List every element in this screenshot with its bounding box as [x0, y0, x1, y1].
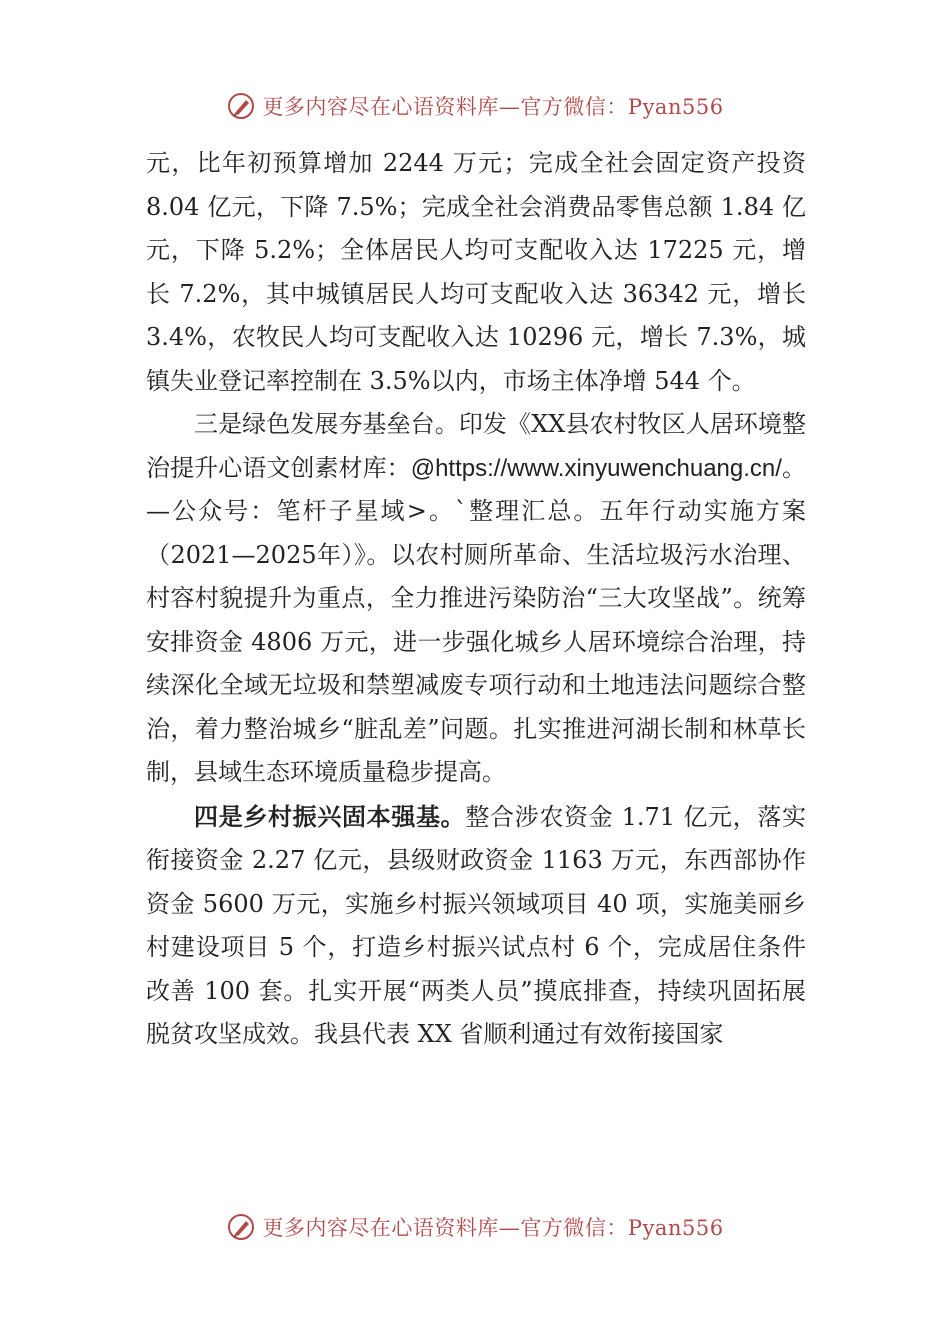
paragraph-economic-stats	[146, 142, 806, 403]
document-body	[146, 142, 806, 1057]
paragraph-lead: 三是绿色发展夯基垒台。	[194, 410, 459, 438]
website-link[interactable]: @https://www.xinyuwenchuang.cn/	[410, 454, 782, 482]
header-banner	[0, 86, 950, 126]
paragraph-lead: 四是乡村振兴固本强基。	[194, 801, 466, 831]
paragraph-text: 整合涉农资金 1.71 亿元，落实衔接资金 2.27 亿元，县级财政资金 1163 万元，东西部协作资金 5600 万元，实施乡村振兴领域项目 40 项，实施美丽乡村建设项目 5 个，打造乡村振兴试点村 6 个，完成居住条件改善 100 套。扎实开展“两类人员”摸底排查，持续巩固拓展脱贫攻坚成效。我县代表 XX 省顺利通过有效衔接国家	[146, 802, 807, 1048]
header-banner-text: 更多内容尽在心语资料库—官方微信：Pyan556	[262, 95, 724, 119]
pen-logo-icon	[226, 91, 256, 121]
paragraph-green-development	[146, 403, 806, 795]
footer-banner-text: 更多内容尽在心语资料库—官方微信：Pyan556	[262, 1216, 724, 1240]
paragraph-text: 印发《XX县农村牧区人居环境整治提升心语文创素材库：	[146, 410, 807, 482]
paragraph-text: 元，比年初预算增加 2244 万元；完成全社会固定资产投资 8.04 亿元，下降 7.5%；完成全社会消费品零售总额 1.84 亿元，下降 5.2%；全体居民人均可支配收入达 17225 元，增长 7.2%，其中城镇居民人均可支配收入达 36342 元，增长 3.4%，农牧民人均可支配收入达 10296 元，增长 7.3%，城镇失业登记率控制在 3.5%以内，市场主体净增 544 个。	[146, 149, 806, 395]
paragraph-rural-revitalization	[146, 795, 806, 1057]
footer-banner	[0, 1207, 950, 1247]
pen-logo-icon	[226, 1212, 256, 1242]
paragraph-text: 。—公众号：笔杆子星域>。`整理汇总。五年行动实施方案（2021—2025年）》。以农村厕所革命、生活垃圾污水治理、村容村貌提升为重点，全力推进污染防治“三大攻坚战”。统筹安排资金 4806 万元，进一步强化城乡人居环境综合治理，持续深化全域无垃圾和禁塑减废专项行动和土地违法问题综合整治，着力整治城乡“脏乱差”问题。扎实推进河湖长制和林草长制，县域生态环境质量稳步提高。	[146, 453, 807, 786]
